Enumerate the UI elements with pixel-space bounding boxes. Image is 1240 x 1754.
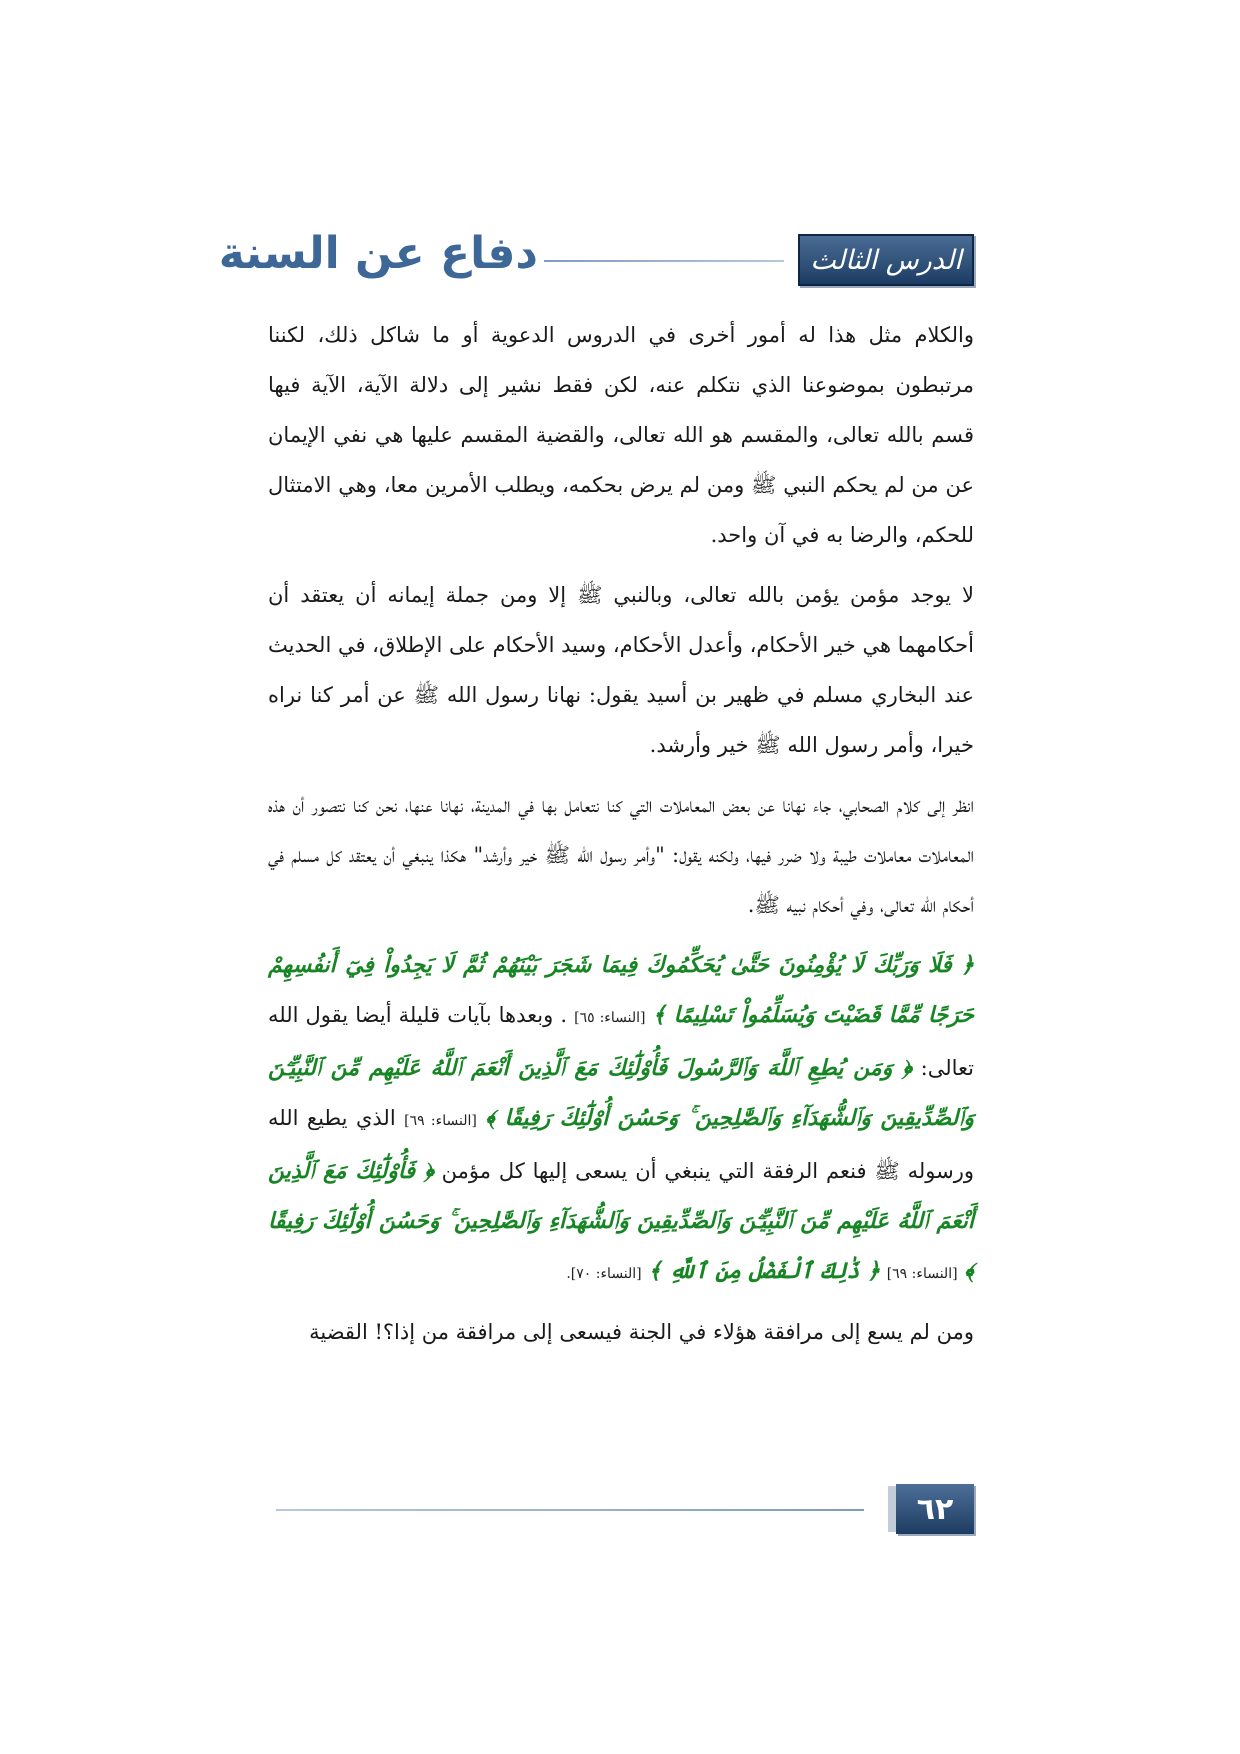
connecting-text-1: . وبعدها بآيات قليلة أيضا يقول الله تعالى: — [268, 1003, 974, 1080]
paragraph-2: لا يوجد مؤمن يؤمن بالله تعالى، وبالنبي ﷺ إلا ومن جملة إيمانه أن يعتقد أن أحكامهما هي خير الأحكام، وأعدل الأحكام، وسيد الأحكام على الإطلاق، في الحديث عند البخاري مسلم في ظهير بن أسيد يقول: نهانا رسول الله ﷺ عن أمر كنا نراه خيرا، وأمر رسول الله ﷺ خير وأرشد. — [268, 583, 974, 757]
lesson-badge: الدرس الثالث — [798, 234, 974, 286]
footer-divider — [276, 1509, 864, 1511]
page-footer — [268, 1484, 974, 1536]
verse-reference-3: [النساء: ٦٩] — [886, 1266, 958, 1282]
quran-block — [268, 940, 974, 1299]
verse-reference-2: [النساء: ٦٩] — [404, 1113, 477, 1129]
quran-verse-3: ﴿ فَأُوْلَٰٓئِكَ مَعَ ٱلَّذِينَ أَنْعَمَ ٱللَّهُ عَلَيْهِم مِّنَ ٱلنَّبِيِّـۧنَ وَٱلصِّدِّيقِينَ وَٱلشُّهَدَآءِ وَٱلصَّٰلِحِينَ ۚ وَحَسُنَ أُوْلَٰٓئِكَ رَفِيقًا ﴾ — [268, 1158, 974, 1284]
book-title: دفاع عن السنة — [218, 228, 538, 279]
quran-verse-4: ﴿ ذَٰلِكَ ٱلْفَضْلُ مِنَ ٱللَّهِ ﴾ — [648, 1258, 880, 1284]
paragraph-4: ومن لم يسع إلى مرافقة هؤلاء في الجنة فيسعى إلى مرافقة من إذا؟! القضية — [309, 1320, 974, 1344]
page-number: ٦٢ — [896, 1484, 974, 1534]
paragraph-1: والكلام مثل هذا له أمور أخرى في الدروس الدعوية أو ما شاكل ذلك، لكننا مرتبطون بموضوعنا الذي نتكلم عنه، لكن فقط نشير إلى دلالة الآية، الآية فيها قسم بالله تعالى، والمقسم هو الله تعالى، والقضية المقسم عليها هي نفي الإيمان عن من لم يحكم النبي ﷺ ومن لم يرض بحكمه، ويطلب الأمرين معا، وهي الامتثال للحكم، والرضا به في آن واحد. — [268, 323, 974, 547]
verse-reference-1: [النساء: ٦٥] — [574, 1010, 646, 1026]
paragraph-3: انظر إلى كلام الصحابي، جاء نهانا عن بعض المعاملات التي كنا نتعامل بها في المدينة، نهانا عنها، نحن كنا نتصور أن هذه المعاملات معاملات طيبة ولا ضرر فيها، ولكنه يقول: "وأمر رسول الله ﷺ خير وأرشد" هكذا ينبغي أن يعتقد كل مسلم في أحكام الله تعالى، وفي أحكام نبيه ﷺ. — [268, 793, 974, 917]
quran-verse-2: ﴿ وَمَن يُطِعِ ٱللَّهَ وَٱلرَّسُولَ فَأُوْلَٰٓئِكَ مَعَ ٱلَّذِينَ أَنْعَمَ ٱللَّهُ عَلَيْهِم مِّنَ ٱلنَّبِيِّـۧنَ وَٱلصِّدِّيقِينَ وَٱلشُّهَدَآءِ وَٱلصَّٰلِحِينَ ۚ وَحَسُنَ أُوْلَٰٓئِكَ رَفِيقًا ﴾ — [268, 1055, 974, 1131]
connecting-text-2: الذي يطيع الله ورسوله ﷺ فنعم الرفقة التي ينبغي أن يسعى إليها كل مؤمن — [268, 1106, 974, 1183]
verse-reference-4: [النساء: ٧٠]. — [566, 1266, 642, 1282]
header-divider — [544, 260, 784, 262]
quran-verse-1: ﴿ فَلَا وَرَبِّكَ لَا يُؤْمِنُونَ حَتَّىٰ يُحَكِّمُوكَ فِيمَا شَجَرَ بَيْنَهُمْ ثُمَّ لَا يَجِدُواْ فِيٓ أَنفُسِهِمْ حَرَجًا مِّمَّا قَضَيْتَ وَيُسَلِّمُواْ تَسْلِيمًا ﴾ — [268, 952, 974, 1028]
page-header — [218, 228, 974, 288]
page-content — [268, 310, 974, 1367]
